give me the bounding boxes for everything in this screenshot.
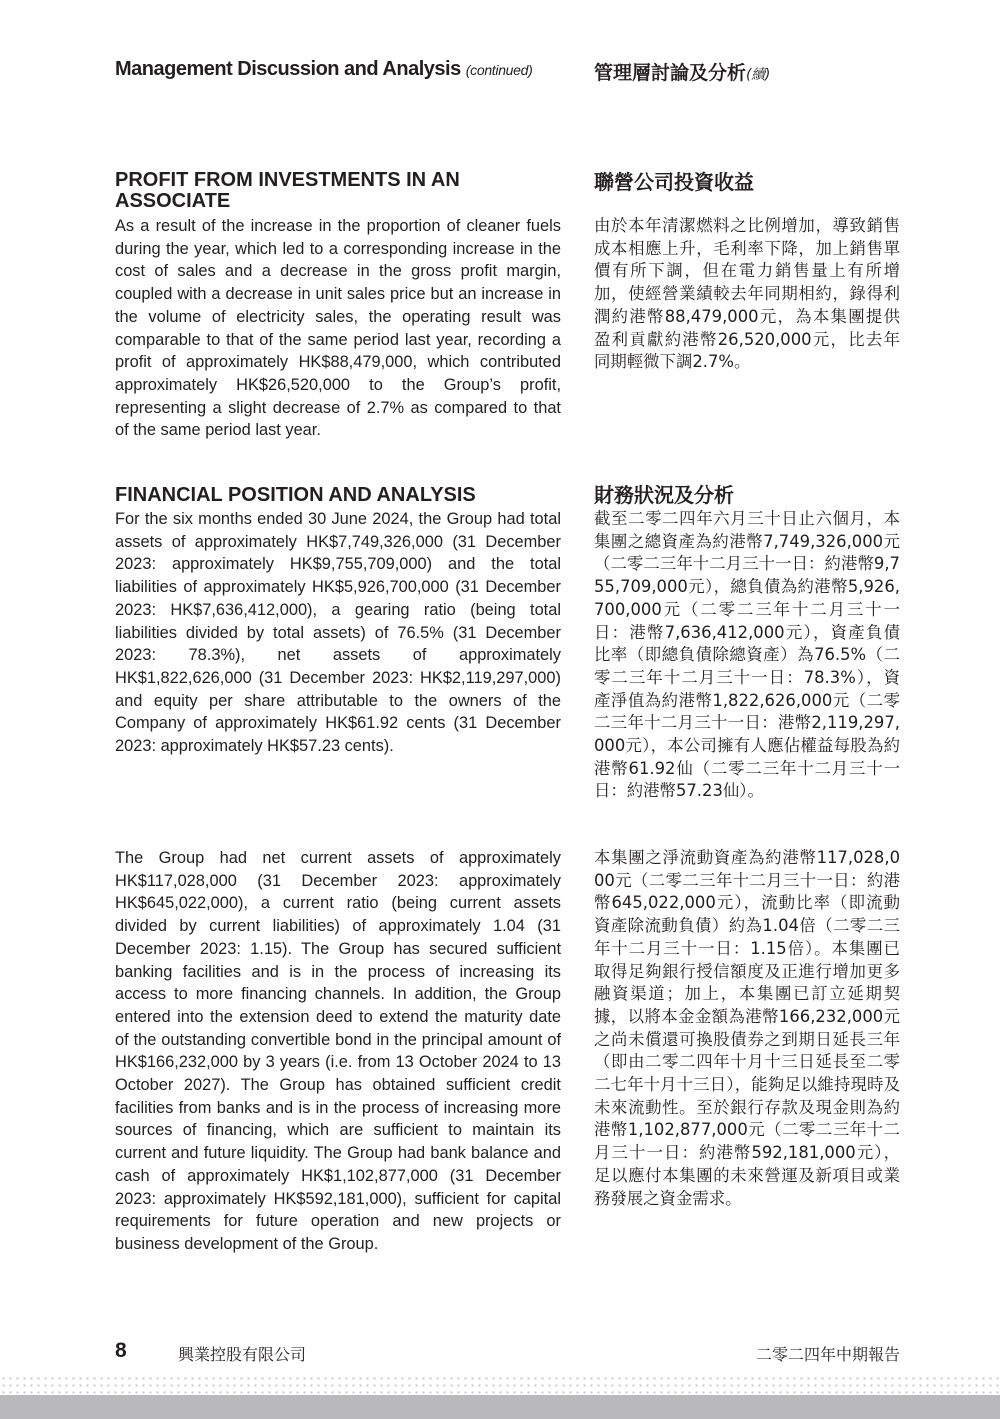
financial-body-zh: 截至二零二四年六月三十日止六個月，本集團之總資產為約港幣7,749,326,000元（二零二三年十二月三十一日：約港幣9,755,709,000元），總負債為約港幣5,926,700,000元（二零二三年十二月三十一日：港幣7,636,412,000元），資產負債比率（即總負債除總資產）為76.5%（二零二三年十二月三十一日：78.3%），資產淨值為約港幣1,822,626,000元（二零二三年十二月三十一日：港幣2,119,297,000元），本公司擁有人應佔權益每股為約港幣61.92仙（二零二三年十二月三十一日：約港幣57.23仙）。 — [594, 509, 900, 801]
report-title: 二零二四年中期報告 — [755, 1345, 900, 1364]
header-title-zh: 管理層討論及分析 — [594, 62, 747, 84]
company-name: 興業控股有限公司 — [178, 1345, 307, 1364]
financial-heading-zh: 財務狀況及分析 — [594, 483, 734, 507]
header-title-en: Management Discussion and Analysis — [115, 58, 461, 80]
associate-body-en: As a result of the increase in the proportion of cleaner fuels during the year, which led to a corresponding increase in the cost of sales and a decrease in the gross profit margin, coupled with a decrease in unit sales price but an increase in the volume of electricity sales, the operating result was comparable to that of the same period last year, recording a profit of approximately HK$88,479,000, which contributed approximately HK$26,520,000 to the Group’s profit, representing a slight decrease of 2.7% as compared to that of the same period last year. — [115, 217, 561, 440]
financial-heading-en: FINANCIAL POSITION AND ANALYSIS — [115, 484, 476, 506]
associate-body-zh: 由於本年清潔燃料之比例增加，導致銷售成本相應上升，毛利率下降，加上銷售單價有所下調，但在電力銷售量上有所增加，使經營業績較去年同期相約，錄得利潤約港幣88,479,000元，為本集團提供盈利貢獻約港幣26,520,000元，比去年同期輕微下調2.7%。 — [594, 216, 900, 372]
footer-band — [0, 1395, 1000, 1419]
running-header-zh — [594, 58, 770, 85]
liquidity-body-en: The Group had net current assets of approximately HK$117,028,000 (31 December 2023: approximately HK$645,022,000), a current ratio (being current assets divided by current liabilities) of approximately 1.04 (31 December 2023: 1.15). The Group has secured sufficient banking facilities and is in the process of increasing its access to more financing channels. In addition, the Group entered into the extension deed to extend the maturity date of the outstanding convertible bond in the principal amount of HK$166,232,000 by 3 years (i.e. from 13 October 2024 to 13 October 2027). The Group has obtained sufficient credit facilities from banks and is in the process of increasing more sources of financing, which are sufficient to maintain its current and future liquidity. The Group had bank balance and cash of approximately HK$1,102,877,000 (31 December 2023: approximately HK$592,181,000), sufficient for capital requirements for future operation and new projects or business development of the Group. — [115, 849, 561, 1253]
associate-heading-en: PROFIT FROM INVESTMENTS IN AN ASSOCIATE — [115, 169, 460, 212]
header-continued-zh: (續) — [746, 67, 771, 83]
financial-body-en: For the six months ended 30 June 2024, the Group had total assets of approximately HK$7,749,326,000 (31 December 2023: approximately HK$9,755,709,000) and the total liabilities of approximately HK$5,926,700,000 (31 December 2023: HK$7,636,412,000), a gearing ratio (being total liabilities divided by total assets) of 76.5% (31 December 2023: 78.3%), net assets of approximately HK$1,822,626,000 (31 December 2023: HK$2,119,297,000) and equity per share attributable to the owners of the Company of approximately HK$61.92 cents (31 December 2023: approximately HK$57.23 cents). — [115, 510, 561, 756]
associate-heading-zh: 聯營公司投資收益 — [594, 170, 754, 194]
footer-dot-pattern — [0, 1375, 1000, 1395]
page-number: 8 — [115, 1339, 127, 1362]
header-continued-en: (continued) — [465, 62, 533, 78]
running-header-en — [115, 58, 533, 81]
liquidity-body-zh: 本集團之淨流動資產為約港幣117,028,000元（二零二三年十二月三十一日：約港幣645,022,000元），流動比率（即流動資產除流動負債）約為1.04倍（二零二三年十二月三十一日：1.15倍）。本集團已取得足夠銀行授信額度及正進行增加更多融資渠道；加上，本集團已訂立延期契據，以將本金金額為港幣166,232,000元之尚未償還可換股債券之到期日延長三年（即由二零二四年十月十三日延長至二零二七年十月十三日），能夠足以維持現時及未來流動性。至於銀行存款及現金則為約港幣1,102,877,000元（二零二三年十二月三十一日：約港幣592,181,000元），足以應付本集團的未來營運及新項目或業務發展之資金需求。 — [594, 848, 900, 1208]
